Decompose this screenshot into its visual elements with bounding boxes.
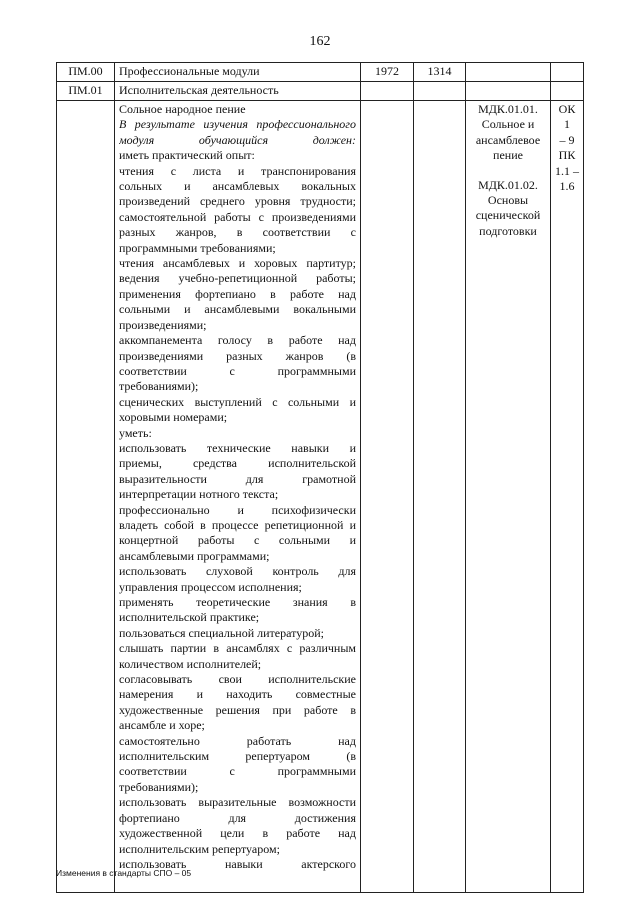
description-line: иметь практический опыт: [119,148,255,163]
table-row [57,63,584,82]
competency-line: ОК 1 [558,102,576,132]
empty-cell [466,82,551,101]
description-line: слышать партии в ансамблях с различным [119,641,356,656]
mdk-course-line: ансамблевое [475,132,541,147]
description-line: управления процессом исполнения; [119,579,302,594]
description-line: использовать слуховой контроль для [119,564,356,579]
description-line: произведениями разных жанров (в [119,348,356,363]
description-line: приемы, средства исполнительской [119,456,356,471]
competency-line: – 9 [559,132,575,147]
description-line: сценических выступлений с сольными и [119,394,356,409]
description-line: чтения с листа и транспонирования [119,163,356,178]
description-line: исполнительским репертуаром; [119,841,280,856]
table-row [57,101,584,893]
empty-cell [551,82,584,101]
empty-cell [414,82,466,101]
description-line: ведения учебно-репетиционной работы; [119,271,356,286]
description-line: намерения и находить совместные [119,687,356,702]
description-line: выразительности для грамотной [119,471,356,486]
description-line: аккомпанемента голосу в работе над [119,333,356,348]
description-line: ансамбле и хоре; [119,718,205,733]
description-line: сольными и ансамблевыми вокальными [119,302,356,317]
description-line: сольных и ансамблевых вокальных [119,179,356,194]
description-line: самостоятельно работать над [119,733,356,748]
description-line: владеть собой в процессе репетиционной и [119,517,356,532]
module-title: Исполнительская деятельность [115,82,361,101]
competency-line: ПК [558,148,576,163]
description-line: художественной цели в работе над [119,826,356,841]
mdk-course-line: пение [493,148,523,163]
description-line: Сольное народное пение [119,102,246,116]
description-line: исполнительской практике; [119,610,260,625]
module-title: Профессиональные модули [115,63,361,82]
description-line: ансамблевыми программами; [119,548,270,563]
module-code: ПМ.01 [57,82,115,101]
description-line: произведениями; [119,317,207,332]
competency-line: 1.6 [559,179,575,194]
description-line: чтения ансамблевых и хоровых партитур; [119,256,356,271]
required-load: 1314 [414,63,466,82]
description-line: интерпретации нотного текста; [119,487,279,502]
description-line: применять теоретические знания в [119,595,356,609]
page-number: 162 [309,34,331,49]
description-line: модуля обучающийся должен: [119,132,356,147]
interdisciplinary-courses [466,101,551,893]
mdk-course-line: МДК.01.01. [478,102,538,116]
empty-cell [466,63,551,82]
empty-cell [551,63,584,82]
description-line: использовать технические навыки и [119,440,356,455]
mdk-course-line: МДК.01.02. [478,177,538,192]
description-line: профессионально и психофизически [119,502,356,517]
max-load: 1972 [361,63,414,82]
description-line: самостоятельной работы с произведениями [119,209,356,224]
competency-codes [551,101,584,893]
mdk-course-line: подготовки [479,223,537,238]
module-code: ПМ.00 [57,63,115,82]
description-line: уметь: [119,425,152,440]
description-line: использовать навыки актерского [119,856,356,871]
description-line: разных жанров, в соответствии с [119,225,356,240]
description-line: пользоваться специальной литературой; [119,625,324,640]
description-line: соответствии с программными [119,764,356,779]
empty-cell [57,101,115,893]
description-line: концертной работы с сольными и [119,533,356,548]
description-line: художественные решения при работе в [119,702,356,717]
description-line: соответствии с программными [119,363,356,378]
mdk-course-line: сценической [475,208,541,223]
footer-note: Изменения в стандарты СПО – 05 [56,868,192,878]
description-line: требованиями); [119,379,199,394]
curriculum-table [56,62,584,893]
description-line: исполнительским репертуаром (в [119,749,356,764]
description-line: хоровыми номерами; [119,410,228,425]
description-line: количеством исполнителей; [119,656,262,671]
mdk-course-line: Сольное и [481,117,535,132]
empty-cell [361,101,414,893]
description-line: согласовывать свои исполнительские [119,672,356,687]
description-line: использовать выразительные возможности [119,795,356,810]
empty-cell [361,82,414,101]
description-line: применения фортепиано в работе над [119,286,356,301]
description-line: требованиями); [119,779,199,794]
mdk-course-line: Основы [487,193,529,208]
competency-line: 1.1 – [555,163,579,178]
description-line: произведений среднего уровня трудности; [119,194,356,209]
empty-cell [414,101,466,893]
table-row [57,82,584,101]
description-line: фортепиано для достижения [119,810,356,825]
description-line: В результате изучения профессионального [119,117,356,132]
module-description [115,101,361,893]
description-line: программными требованиями; [119,240,276,255]
